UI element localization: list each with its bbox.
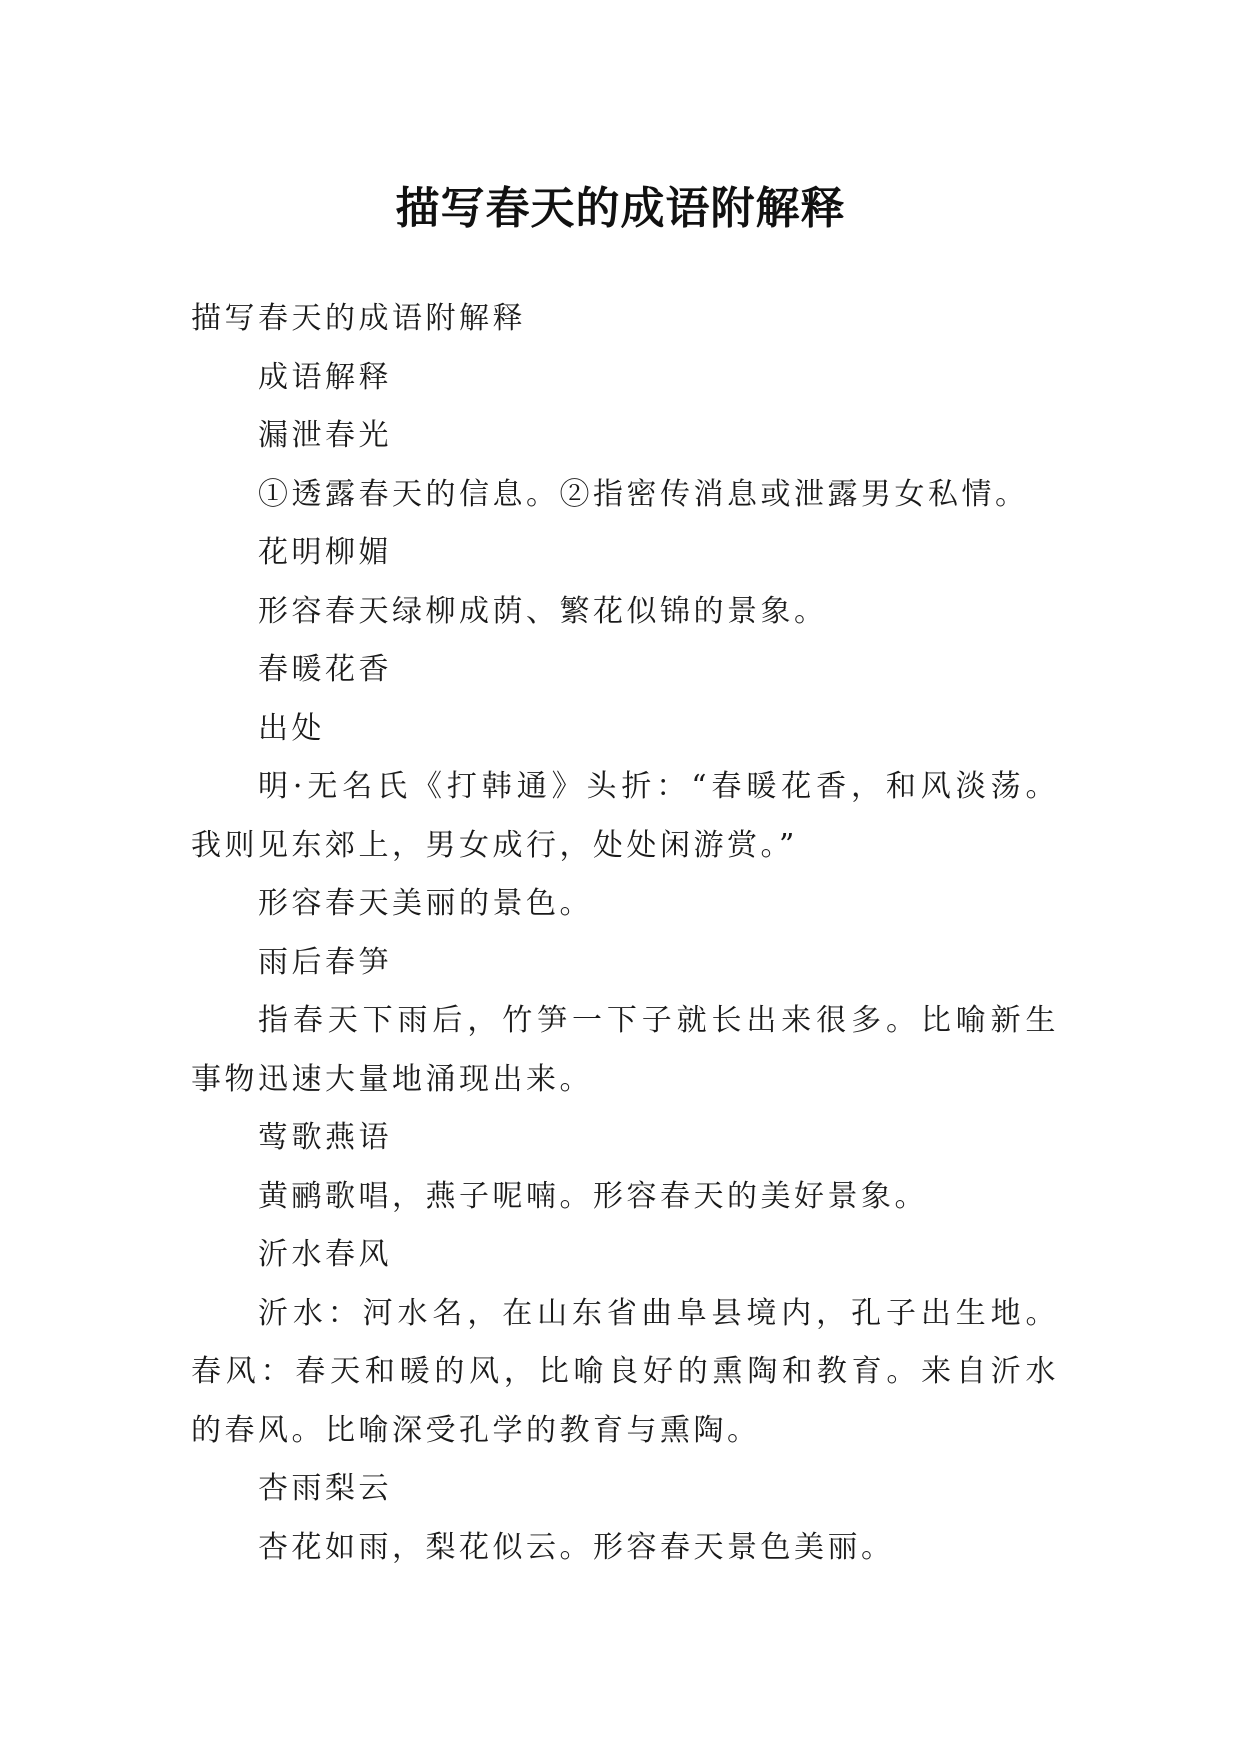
idiom-definition: 指春天下雨后，竹笋一下子就长出来很多。比喻新生事物迅速大量地涌现出来。 <box>191 1003 1059 1097</box>
idiom-definition: 杏花如雨，梨花似云。形容春天景色美丽。 <box>258 1529 895 1565</box>
document-title: 描写春天的成语附解释 <box>395 183 846 235</box>
idiom-term: 杏雨梨云 <box>258 1471 392 1506</box>
section-label-explanation: 成语解释 <box>258 359 392 395</box>
idiom-term: 花明柳媚 <box>258 535 392 570</box>
idiom-term: 莺歌燕语 <box>258 1120 392 1155</box>
body-heading: 描写春天的成语附解释 <box>191 301 526 336</box>
section-label-source: 出处 <box>258 710 325 746</box>
idiom-term: 沂水春风 <box>258 1237 392 1272</box>
idiom-source-quote: 明·无名氏《打韩通》头折：“春暖花香，和风淡荡。我则见东郊上，男女成行，处处闲游赏。” <box>191 769 1059 863</box>
idiom-definition: 形容春天绿柳成荫、繁花似锦的景象。 <box>258 593 828 629</box>
idiom-definition: 形容春天美丽的景色。 <box>258 886 593 921</box>
idiom-definition: 沂水：河水名，在山东省曲阜县境内，孔子出生地。春风：春天和暖的风，比喻良好的熏陶和教育。来自沂水的春风。比喻深受孔学的教育与熏陶。 <box>191 1295 1059 1448</box>
idiom-term: 春暖花香 <box>258 652 392 687</box>
idiom-term: 雨后春笋 <box>258 944 392 980</box>
document-body <box>191 290 1059 1577</box>
idiom-definition: 黄鹂歌唱，燕子呢喃。形容春天的美好景象。 <box>258 1178 928 1214</box>
idiom-term: 漏泄春光 <box>258 418 392 453</box>
idiom-definition: ①透露春天的信息。②指密传消息或泄露男女私情。 <box>258 476 1029 512</box>
